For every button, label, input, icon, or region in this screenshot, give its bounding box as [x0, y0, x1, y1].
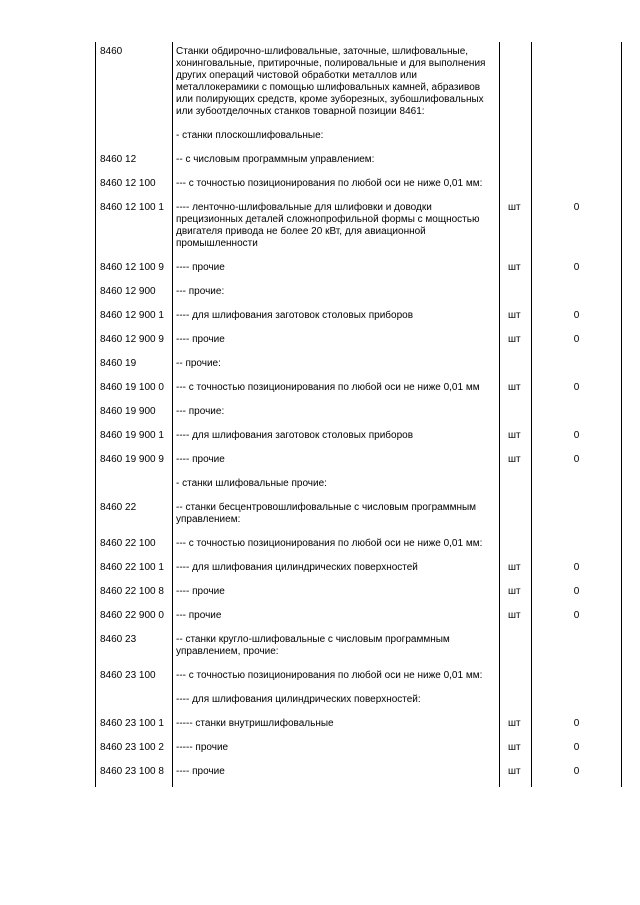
- code-cell: 8460 22 100 8: [96, 582, 173, 606]
- rate-cell: [532, 42, 622, 126]
- table-row: [96, 426, 622, 450]
- rate-cell: 0: [532, 738, 622, 762]
- description-cell: -- станки кругло-шлифовальные с числовым программным управлением, прочие:: [173, 630, 500, 666]
- description-cell: -- прочие:: [173, 354, 500, 378]
- code-cell: 8460 23 100 8: [96, 762, 173, 787]
- unit-cell: шт: [500, 450, 532, 474]
- table-row: [96, 762, 622, 787]
- rate-cell: [532, 690, 622, 714]
- rate-cell: 0: [532, 258, 622, 282]
- code-cell: 8460 23: [96, 630, 173, 666]
- unit-cell: шт: [500, 378, 532, 402]
- code-cell: 8460 23 100 2: [96, 738, 173, 762]
- description-cell: ---- для шлифования цилиндрических поверхностей: [173, 558, 500, 582]
- code-cell: 8460 12 900 1: [96, 306, 173, 330]
- description-cell: ---- для шлифования цилиндрических поверхностей:: [173, 690, 500, 714]
- unit-cell: [500, 42, 532, 126]
- unit-cell: шт: [500, 198, 532, 258]
- unit-cell: [500, 354, 532, 378]
- table-row: [96, 126, 622, 150]
- code-cell: 8460 23 100 1: [96, 714, 173, 738]
- description-cell: ---- для шлифования заготовок столовых приборов: [173, 426, 500, 450]
- rate-cell: 0: [532, 426, 622, 450]
- table-row: [96, 258, 622, 282]
- description-cell: --- с точностью позиционирования по любой оси не ниже 0,01 мм: [173, 378, 500, 402]
- code-cell: [96, 690, 173, 714]
- tariff-table-body: [96, 42, 622, 787]
- code-cell: 8460 19: [96, 354, 173, 378]
- code-cell: 8460 19 100 0: [96, 378, 173, 402]
- code-cell: 8460 22 100: [96, 534, 173, 558]
- description-cell: - станки плоскошлифовальные:: [173, 126, 500, 150]
- unit-cell: шт: [500, 738, 532, 762]
- unit-cell: шт: [500, 306, 532, 330]
- table-row: [96, 174, 622, 198]
- table-row: [96, 558, 622, 582]
- unit-cell: шт: [500, 558, 532, 582]
- table-row: [96, 474, 622, 498]
- description-cell: ----- станки внутришлифовальные: [173, 714, 500, 738]
- table-row: [96, 738, 622, 762]
- description-cell: ---- прочие: [173, 762, 500, 787]
- code-cell: [96, 126, 173, 150]
- tariff-page: [95, 42, 621, 787]
- table-row: [96, 534, 622, 558]
- code-cell: 8460 12 900 9: [96, 330, 173, 354]
- code-cell: 8460 12 100 1: [96, 198, 173, 258]
- table-row: [96, 402, 622, 426]
- code-cell: 8460 12: [96, 150, 173, 174]
- unit-cell: [500, 282, 532, 306]
- rate-cell: [532, 150, 622, 174]
- code-cell: 8460: [96, 42, 173, 126]
- table-row: [96, 582, 622, 606]
- rate-cell: 0: [532, 582, 622, 606]
- rate-cell: [532, 498, 622, 534]
- unit-cell: [500, 150, 532, 174]
- description-cell: --- прочие:: [173, 282, 500, 306]
- unit-cell: [500, 690, 532, 714]
- rate-cell: 0: [532, 198, 622, 258]
- unit-cell: [500, 666, 532, 690]
- description-cell: ---- прочие: [173, 258, 500, 282]
- tariff-table: [95, 42, 622, 787]
- code-cell: 8460 22 900 0: [96, 606, 173, 630]
- table-row: [96, 378, 622, 402]
- unit-cell: шт: [500, 330, 532, 354]
- code-cell: [96, 474, 173, 498]
- rate-cell: [532, 666, 622, 690]
- code-cell: 8460 12 900: [96, 282, 173, 306]
- rate-cell: 0: [532, 558, 622, 582]
- unit-cell: [500, 630, 532, 666]
- unit-cell: шт: [500, 714, 532, 738]
- table-row: [96, 606, 622, 630]
- description-cell: ---- ленточно-шлифовальные для шлифовки и доводки прецизионных деталей сложнопрофильной формы с мощностью двигателя привода не более 20 кВт, для авиационной промышленности: [173, 198, 500, 258]
- table-row: [96, 42, 622, 126]
- description-cell: Станки обдирочно-шлифовальные, заточные, шлифовальные, хонинговальные, притирочные, полировальные и для выполнения других операций чистовой обработки металлов или металлокерамики с помощью шлифовальных камней, абразивов или полирующих средств, кроме зуборезных, зубошлифовальных или зубоотделочных станков товарной позиции 8461:: [173, 42, 500, 126]
- description-cell: --- прочие:: [173, 402, 500, 426]
- unit-cell: шт: [500, 762, 532, 787]
- description-cell: - станки шлифовальные прочие:: [173, 474, 500, 498]
- code-cell: 8460 22 100 1: [96, 558, 173, 582]
- rate-cell: [532, 474, 622, 498]
- unit-cell: шт: [500, 606, 532, 630]
- rate-cell: 0: [532, 306, 622, 330]
- unit-cell: шт: [500, 582, 532, 606]
- rate-cell: [532, 402, 622, 426]
- unit-cell: [500, 402, 532, 426]
- table-row: [96, 450, 622, 474]
- table-row: [96, 666, 622, 690]
- code-cell: 8460 12 100: [96, 174, 173, 198]
- table-row: [96, 282, 622, 306]
- description-cell: --- с точностью позиционирования по любой оси не ниже 0,01 мм:: [173, 534, 500, 558]
- unit-cell: [500, 474, 532, 498]
- code-cell: 8460 22: [96, 498, 173, 534]
- description-cell: ---- для шлифования заготовок столовых приборов: [173, 306, 500, 330]
- unit-cell: [500, 174, 532, 198]
- unit-cell: шт: [500, 258, 532, 282]
- rate-cell: [532, 282, 622, 306]
- description-cell: ---- прочие: [173, 582, 500, 606]
- unit-cell: [500, 534, 532, 558]
- rate-cell: 0: [532, 450, 622, 474]
- table-row: [96, 306, 622, 330]
- rate-cell: 0: [532, 330, 622, 354]
- description-cell: ----- прочие: [173, 738, 500, 762]
- table-row: [96, 198, 622, 258]
- rate-cell: [532, 630, 622, 666]
- rate-cell: [532, 354, 622, 378]
- table-row: [96, 354, 622, 378]
- code-cell: 8460 12 100 9: [96, 258, 173, 282]
- table-row: [96, 150, 622, 174]
- code-cell: 8460 19 900 9: [96, 450, 173, 474]
- description-cell: --- с точностью позиционирования по любой оси не ниже 0,01 мм:: [173, 174, 500, 198]
- code-cell: 8460 23 100: [96, 666, 173, 690]
- description-cell: -- с числовым программным управлением:: [173, 150, 500, 174]
- description-cell: -- станки бесцентровошлифовальные с числовым программным управлением:: [173, 498, 500, 534]
- rate-cell: [532, 534, 622, 558]
- description-cell: ---- прочие: [173, 330, 500, 354]
- rate-cell: [532, 126, 622, 150]
- rate-cell: 0: [532, 606, 622, 630]
- description-cell: --- прочие: [173, 606, 500, 630]
- unit-cell: [500, 498, 532, 534]
- rate-cell: 0: [532, 714, 622, 738]
- table-row: [96, 630, 622, 666]
- rate-cell: [532, 174, 622, 198]
- code-cell: 8460 19 900 1: [96, 426, 173, 450]
- rate-cell: 0: [532, 378, 622, 402]
- code-cell: 8460 19 900: [96, 402, 173, 426]
- table-row: [96, 690, 622, 714]
- unit-cell: шт: [500, 426, 532, 450]
- table-row: [96, 498, 622, 534]
- description-cell: ---- прочие: [173, 450, 500, 474]
- unit-cell: [500, 126, 532, 150]
- description-cell: --- с точностью позиционирования по любой оси не ниже 0,01 мм:: [173, 666, 500, 690]
- rate-cell: 0: [532, 762, 622, 787]
- table-row: [96, 714, 622, 738]
- table-row: [96, 330, 622, 354]
